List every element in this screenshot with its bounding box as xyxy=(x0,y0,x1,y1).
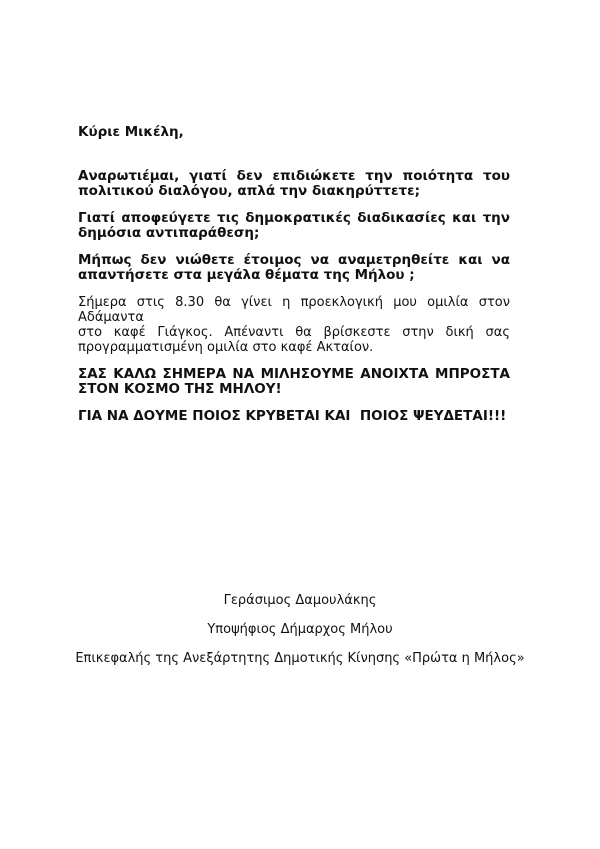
signature-affiliation: Επικεφαλής της Ανεξάρτητης Δημοτικής Κίνησης «Πρώτα η Μήλος» xyxy=(75,651,525,666)
text-line: Γιατί αποφεύγετε τις δημοκρατικές διαδικασίες και την xyxy=(78,211,510,226)
paragraph-closing-exclamation xyxy=(78,409,510,424)
text-line: στο καφέ Γιάγκος. Απέναντι θα βρίσκεστε στην δική σας xyxy=(78,325,510,340)
paragraph-question-1 xyxy=(78,169,510,199)
letter-body xyxy=(78,125,510,436)
signature-block xyxy=(0,593,600,680)
text-line: πολιτικού διαλόγου, απλά την διακηρύττετε; xyxy=(78,184,421,199)
text-line: Αναρωτιέμαι, γιατί δεν επιδιώκετε την ποιότητα του xyxy=(78,169,510,184)
text-line: ΓΙΑ ΝΑ ΔΟΥΜΕ ΠΟΙΟΣ ΚΡΥΒΕΤΑΙ ΚΑΙ ΠΟΙΟΣ ΨΕΥΔΕΤΑΙ!!! xyxy=(78,409,507,424)
text-line: απαντήσετε στα μεγάλα θέματα της Μήλου ; xyxy=(78,268,415,283)
text-line: Σήμερα στις 8.30 θα γίνει η προεκλογική μου ομιλία στον Αδάμαντα xyxy=(78,295,510,325)
text-line: δημόσια αντιπαράθεση; xyxy=(78,226,260,241)
text-line: ΣΑΣ ΚΑΛΩ ΣΗΜΕΡΑ ΝΑ ΜΙΛΗΣΟΥΜΕ ΑΝΟΙΧΤΑ ΜΠΡΟΣΤΑ xyxy=(78,367,510,382)
text-line: Μήπως δεν νιώθετε έτοιμος να αναμετρηθείτε και να xyxy=(78,253,510,268)
paragraph-speech-info xyxy=(78,295,510,355)
paragraph-question-2 xyxy=(78,211,510,241)
paragraph-question-3 xyxy=(78,253,510,283)
text-line: ΣΤΟΝ ΚΟΣΜΟ ΤΗΣ ΜΗΛΟΥ! xyxy=(78,382,282,397)
signature-name: Γεράσιμος Δαμουλάκης xyxy=(223,593,377,608)
signature-title: Υποψήφιος Δήμαρχος Μήλου xyxy=(207,622,393,637)
salutation: Κύριε Μικέλη, xyxy=(78,124,184,140)
paragraph-call-to-speak xyxy=(78,367,510,397)
text-line: προγραμματισμένη ομιλία στο καφέ Ακταίον. xyxy=(78,340,374,355)
